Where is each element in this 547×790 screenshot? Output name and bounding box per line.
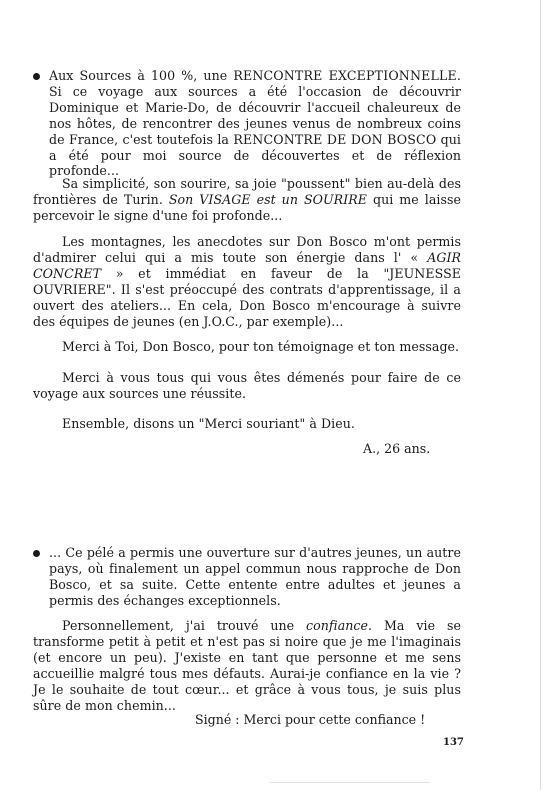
text-run: Ma vie se transforme petit à petit et n'est pas si noire que je me l'imaginais (et encore un peu). J'existe en tant que personne et me sens accueillie malgré tous mes défauts. Aurai-je confiance en la vie ? Je le souhaite de tout cœur... et grâce à vous tous, je suis plus sûre de mon chemin... bbox=[33, 618, 461, 713]
bullet-icon bbox=[33, 550, 40, 557]
paragraph-merci-don-bosco bbox=[33, 339, 461, 355]
text-run: Les montagnes, les anecdotes sur Don Bosco m'ont permis d'admirer celui qui a mis toute son énergie dans l' « bbox=[33, 234, 461, 265]
italic-run: AGIR CONCRET bbox=[33, 249, 461, 281]
italic-run: Son VISAGE est un SOURIRE bbox=[168, 191, 368, 207]
paragraph-pele bbox=[33, 545, 461, 609]
paragraph-simplicite bbox=[33, 176, 461, 224]
page-edge-line bbox=[540, 0, 541, 790]
paragraph-confiance bbox=[33, 618, 461, 713]
text-run: ... Ce pélé a permis une ouverture sur d'autres jeunes, un autre pays, où finalement un appel commun nous rapproche de Don Bosco, et sa suite. Cette entente entre adultes et jeunes a permis des échanges exceptionnels. bbox=[49, 545, 461, 608]
text-run: Si ce voyage aux sources a été l'occasion de découvrir Dominique et Marie-Do, de découvrir l'accueil chaleureux de nos hôtes, de rencontrer des jeunes venus de nombreux coins de France, c'est toutefois la bbox=[49, 83, 461, 147]
scan-artifact bbox=[270, 782, 430, 783]
bullet-icon bbox=[33, 73, 40, 80]
text-run: Ensemble, disons un "Merci souriant" à Dieu. bbox=[62, 416, 355, 431]
text-run: Aux Sources à 100 %, une bbox=[49, 68, 234, 83]
text-run: Personnellement, j'ai trouvé une bbox=[62, 618, 307, 633]
paragraph-ensemble bbox=[33, 416, 461, 432]
paragraph-montagnes bbox=[33, 234, 461, 329]
text-run: qui me laisse percevoir le signe d'une foi profonde... bbox=[33, 191, 461, 223]
signature-a26: A., 26 ans. bbox=[363, 441, 431, 456]
italic-run: confiance. bbox=[306, 618, 373, 633]
text-run: Merci à Toi, Don Bosco, pour ton témoignage et ton message. bbox=[62, 339, 460, 354]
text-run: qui a été pour moi source de découvertes et de réflexion profonde... bbox=[49, 131, 462, 179]
text-run: RENCONTRE DE DON BOSCO bbox=[233, 131, 437, 147]
text-run: » et immédiat en faveur de la "JEUNESSE OUVRIERE". Il s'est préoccupé des contrats d'apprentissage, il a ouvert des ateliers... En cela, Don Bosco m'encourage à suivre des équipes de jeunes (en J.O.C., par exemple)... bbox=[33, 265, 461, 329]
paragraph-rencontre bbox=[33, 68, 461, 179]
page-number: 137 bbox=[443, 737, 464, 748]
paragraph-merci-vous-tous bbox=[33, 370, 461, 402]
text-run: RENCONTRE EXCEPTIONNELLE. bbox=[233, 68, 462, 83]
text-run: Merci à vous tous qui vous êtes démenés pour faire de ce voyage aux sources une réussite. bbox=[33, 370, 461, 401]
text-run: Sa simplicité, son sourire, sa joie "poussent" bien au-delà des frontières de Turin. bbox=[33, 176, 461, 207]
signature-confiance: Signé : Merci pour cette confiance ! bbox=[195, 712, 426, 727]
